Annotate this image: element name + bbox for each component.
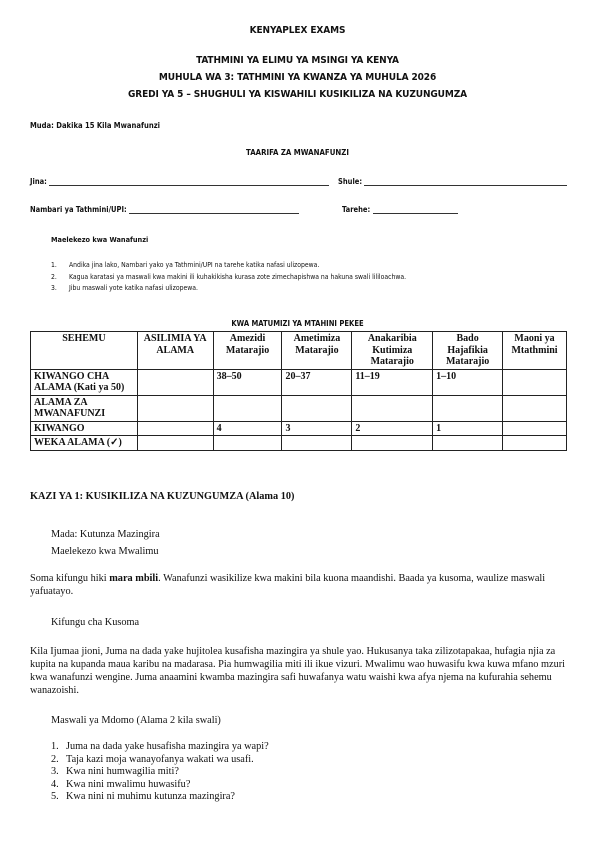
table-cell[interactable]	[352, 436, 433, 451]
name-line[interactable]	[49, 177, 329, 186]
table-cell[interactable]	[213, 395, 282, 421]
table-cell[interactable]	[503, 369, 567, 395]
question-item: 4. Kwa nini mwalimu huwasifu?	[51, 778, 191, 790]
table-header-cell: SEHEMU	[31, 332, 138, 370]
table-cell: KIWANGO CHA ALAMA (Kati ya 50)	[31, 369, 138, 395]
table-cell: 4	[213, 421, 282, 436]
table-cell: KIWANGO	[31, 421, 138, 436]
question-item: 5. Kwa nini ni muhimu kutunza mazingira?	[51, 791, 235, 802]
table-header-cell: Ametimiza Matarajio	[282, 332, 352, 370]
header-line-1: TATHMINI YA ELIMU YA MSINGI YA KENYA	[196, 55, 399, 66]
task-topic: Mada: Kutunza Mazingira	[51, 529, 160, 540]
instructions-list	[51, 260, 571, 295]
table-cell: 2	[352, 421, 433, 436]
school-field	[338, 177, 567, 186]
questions-title: Maswali ya Mdomo (Alama 2 kila swali)	[51, 715, 221, 726]
table-cell: 38–50	[213, 369, 282, 395]
table-cell: 1	[433, 421, 503, 436]
instructions-title: Maelekezo kwa Wanafunzi	[51, 235, 149, 244]
header-line-2: MUHULA WA 3: TATHMINI YA KWANZA YA MUHULA 2026	[158, 72, 437, 83]
table-cell[interactable]	[352, 395, 433, 421]
brand-title: KENYAPLEX EXAMS	[249, 25, 346, 36]
question-item: 1. Juma na dada yake husafisha mazingira ya wapi?	[51, 741, 269, 752]
table-cell[interactable]	[137, 395, 213, 421]
table-row	[31, 436, 567, 451]
table-cell: WEKA ALAMA (✓)	[31, 436, 138, 451]
table-cell[interactable]	[137, 436, 213, 451]
examiner-table-title: KWA MATUMIZI YA MTAHINI PEKEE	[231, 319, 364, 328]
teacher-instructions: Maelekezo kwa Mwalimu	[51, 546, 159, 557]
instruction-item: 2. Kagua karatasi ya maswali kwa makini ili kuhakikisha kurasa zote zimechapishwa na hakuna swali lililoachwa.	[51, 272, 407, 281]
table-cell[interactable]	[137, 421, 213, 436]
school-line[interactable]	[364, 177, 567, 186]
number-field	[30, 205, 299, 214]
table-header-cell: Bado Hajafikia Matarajio	[433, 332, 503, 370]
reading-instruction: Soma kifungu hiki mara mbili. Wanafunzi wasikilize kwa makini bila kuona maandishi. Baada ya kusoma, waulize maswali yafuatayo.	[30, 573, 546, 597]
table-cell: 20–37	[282, 369, 352, 395]
table-cell[interactable]	[137, 369, 213, 395]
question-item: 2. Taja kazi moja wanayofanya wakati wa usafi.	[51, 753, 254, 765]
table-cell[interactable]	[433, 436, 503, 451]
examiner-score-table	[30, 331, 567, 451]
number-line[interactable]	[129, 205, 299, 214]
question-item: 3. Kwa nini humwagilia miti?	[51, 766, 179, 777]
instruction-item: 3. Jibu maswali yote katika nafasi ulizopewa.	[51, 284, 198, 292]
date-line[interactable]	[373, 205, 458, 214]
name-field	[30, 177, 329, 186]
table-row	[31, 395, 567, 421]
table-header-cell: ASILIMIA YA ALAMA	[137, 332, 213, 370]
passage-title: Kifungu cha Kusoma	[51, 617, 140, 628]
table-row	[31, 369, 567, 395]
emphasis-text: mara mbili	[109, 573, 159, 584]
reading-passage: Kila Ijumaa jioni, Juma na dada yake hujitolea kusafisha mazingira ya shule yao. Hukusanya taka zilizotapakaa, hufagia njia za kupita na kupanda maua karibu na madarasa. Pia humwagilia miti ili ikue vizuri. Mwalimu wao huwasifu kwa kuwa mfano mzuri kwa wanafunzi wengine. Juma anaamini kwamba mazingira safi huwafanya watu waishi kwa afya njema na kufurahia sehemu wanazoishi.	[30, 646, 566, 696]
duration: Muda: Dakika 15 Kila Mwanafunzi	[30, 121, 161, 130]
table-cell: 3	[282, 421, 352, 436]
table-header-cell: Maoni ya Mtathmini	[503, 332, 567, 370]
table-cell[interactable]	[213, 436, 282, 451]
table-cell[interactable]	[503, 395, 567, 421]
table-header-cell: Amezidi Matarajio	[213, 332, 282, 370]
header-line-3: GREDI YA 5 – SHUGHULI YA KISWAHILI KUSIKILIZA NA KUZUNGUMZA	[127, 89, 468, 100]
table-header-row	[31, 332, 567, 370]
table-cell: 11–19	[352, 369, 433, 395]
instruction-item: 1. Andika jina lako, Nambari yako ya Tathmini/UPI na tarehe katika nafasi ulizopewa.	[51, 261, 320, 269]
table-cell: 1–10	[433, 369, 503, 395]
date-label: Tarehe:	[342, 205, 371, 214]
school-label: Shule:	[338, 177, 363, 186]
student-info-title: TAARIFA ZA MWANAFUNZI	[246, 148, 349, 157]
table-cell[interactable]	[282, 395, 352, 421]
table-row	[31, 421, 567, 436]
table-cell[interactable]	[503, 436, 567, 451]
task-title: KAZI YA 1: KUSIKILIZA NA KUZUNGUMZA (Alama 10)	[30, 491, 295, 502]
table-cell: ALAMA ZA MWANAFUNZI	[31, 395, 138, 421]
table-cell[interactable]	[282, 436, 352, 451]
table-cell[interactable]	[433, 395, 503, 421]
number-label: Nambari ya Tathmini/UPI:	[30, 205, 127, 214]
table-header-cell: Anakaribia Kutimiza Matarajio	[352, 332, 433, 370]
name-label: Jina:	[30, 177, 47, 186]
table-cell[interactable]	[503, 421, 567, 436]
date-field	[342, 205, 458, 214]
questions-list	[51, 741, 551, 804]
